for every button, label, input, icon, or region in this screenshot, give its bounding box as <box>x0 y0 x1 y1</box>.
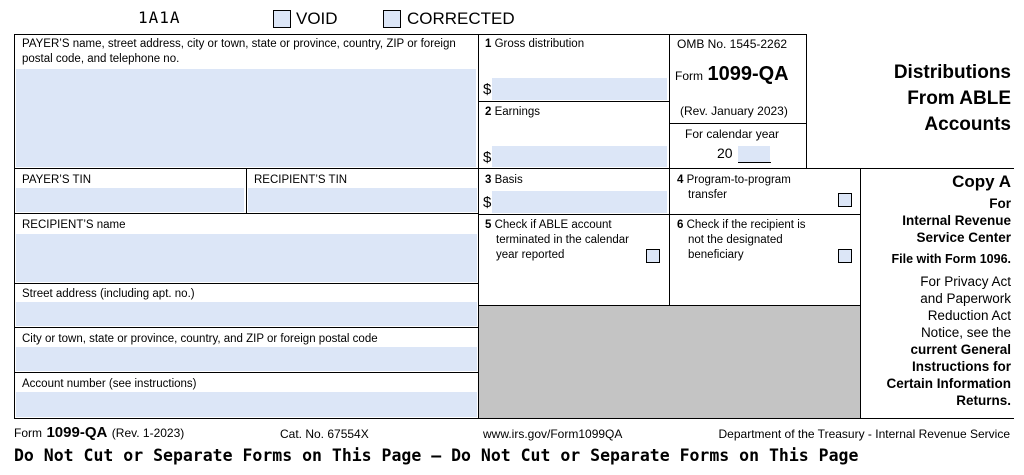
payer-tin-input[interactable] <box>16 188 244 212</box>
box1-label: 1 Gross distribution <box>485 38 585 50</box>
account-label: Account number (see instructions) <box>22 378 197 390</box>
form-revision: (Rev. January 2023) <box>680 104 788 118</box>
box4-label: 4 Program-to-program transfer <box>677 174 791 201</box>
corrected-checkbox[interactable] <box>383 10 401 28</box>
program-transfer-checkbox[interactable] <box>838 193 852 207</box>
recipient-name-input[interactable] <box>16 234 477 282</box>
footer-cat-no: Cat. No. 67554X <box>280 427 369 441</box>
not-designated-beneficiary-checkbox[interactable] <box>838 249 852 263</box>
copy-a-panel: Copy A For Internal Revenue Service Center File with Form 1096. For Privacy Act and Paperwork Reduction Act Notice, see the current General Instructions for Certain Information Returns. <box>886 172 1011 408</box>
account-number-input[interactable] <box>16 392 477 417</box>
void-label: VOID <box>296 9 338 28</box>
account-terminated-checkbox[interactable] <box>646 249 660 263</box>
recipient-tin-label: RECIPIENT’S TIN <box>254 174 348 186</box>
calendar-year-label: For calendar year <box>685 127 780 141</box>
city-input[interactable] <box>16 347 477 371</box>
payer-name-input[interactable] <box>16 69 476 167</box>
city-label: City or town, state or province, country, and ZIP or foreign postal code <box>22 333 378 345</box>
box2-dollar: $ <box>483 149 492 166</box>
shaded-area <box>479 306 860 418</box>
corrected-label: CORRECTED <box>407 9 515 28</box>
recipient-tin-input[interactable] <box>248 188 477 212</box>
box1-dollar: $ <box>483 81 492 98</box>
box3-label: 3 Basis <box>485 174 523 186</box>
footer-form-number: Form 1099-QA (Rev. 1-2023) <box>14 424 185 441</box>
gross-distribution-input[interactable] <box>492 78 667 100</box>
basis-input[interactable] <box>492 191 667 213</box>
box2-label: 2 Earnings <box>485 106 540 118</box>
recipient-name-label: RECIPIENT’S name <box>22 219 126 231</box>
form-number-title: Form 1099-QA <box>675 63 789 85</box>
box6-label: 6 Check if the recipient is not the designated beneficiary <box>677 219 806 261</box>
year-prefix: 20 <box>717 145 733 161</box>
footer-url: www.irs.gov/Form1099QA <box>483 427 623 441</box>
street-label: Street address (including apt. no.) <box>22 288 195 300</box>
do-not-cut-warning: Do Not Cut or Separate Forms on This Page — Do Not Cut or Separate Forms on This Page <box>14 446 859 465</box>
form-title: Distributions From ABLE Accounts <box>893 62 1011 135</box>
box3-dollar: $ <box>483 194 492 211</box>
payer-block-label: PAYER’S name, street address, city or town, state or province, country, ZIP or foreign postal code, and telephone no. <box>22 38 456 65</box>
street-input[interactable] <box>16 302 477 326</box>
box5-label: 5 Check if ABLE account terminated in the calendar year reported <box>485 219 629 261</box>
omb-number: OMB No. 1545-2262 <box>677 37 788 51</box>
earnings-input[interactable] <box>492 146 667 167</box>
footer-department: Department of the Treasury - Internal Revenue Service <box>718 427 1010 441</box>
calendar-year-input[interactable] <box>738 146 770 162</box>
payer-tin-label: PAYER’S TIN <box>22 174 92 186</box>
form-code: 1A1A <box>138 8 181 27</box>
void-checkbox[interactable] <box>273 10 291 28</box>
